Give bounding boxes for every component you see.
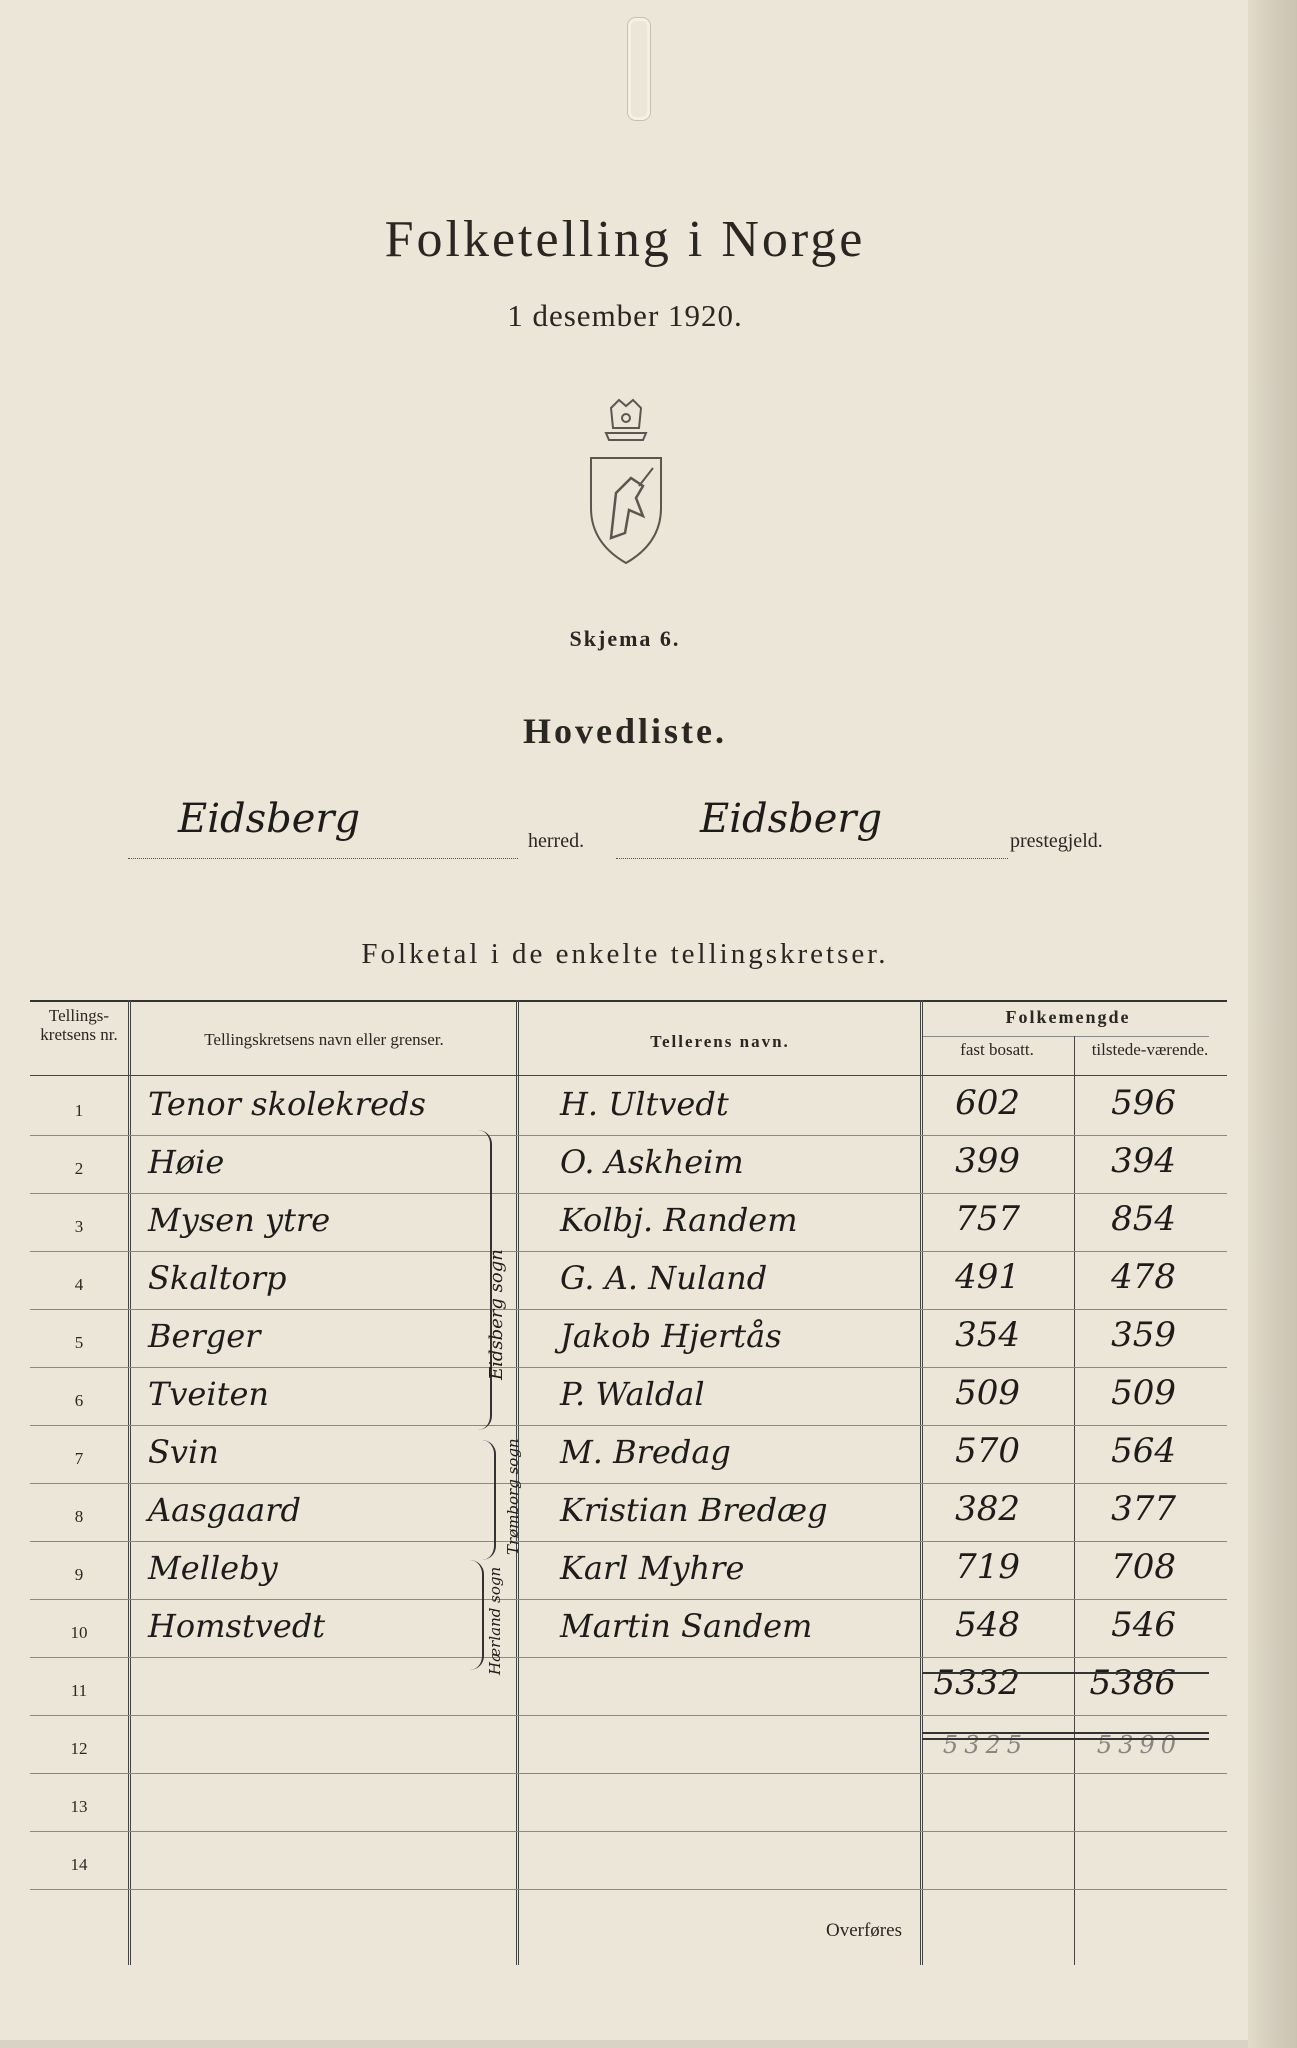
schema-number: Skjema 6. <box>569 626 681 651</box>
district-name: Melleby <box>148 1549 278 1587</box>
haerland-sogn-bracket <box>470 1560 484 1670</box>
row-rule <box>30 1889 1227 1890</box>
row-rule <box>30 1541 1227 1542</box>
prestegjeld-label: prestegjeld. <box>1010 830 1103 852</box>
header-fast: fast bosatt. <box>960 1040 1034 1059</box>
row-number: 4 <box>74 1275 84 1294</box>
row-number: 3 <box>74 1217 84 1236</box>
row-number: 6 <box>74 1391 84 1410</box>
sum-rule-top <box>922 1672 1209 1674</box>
teller-name: P. Waldal <box>560 1375 705 1413</box>
sogn-label-upper: Eidsberg sogn <box>486 1249 507 1380</box>
fast-bosatt-value: 399 <box>955 1141 1020 1181</box>
header-nr: Tellings-kretsens nr. <box>40 1006 118 1044</box>
teller-name: O. Askheim <box>560 1143 744 1181</box>
header-folkemengde: Folkemengde <box>1005 1007 1131 1027</box>
fast-bosatt-value: 602 <box>955 1083 1020 1123</box>
teller-name: Jakob Hjertås <box>560 1317 782 1355</box>
tilstede-value: 478 <box>1111 1257 1176 1297</box>
fast-bosatt-value: 354 <box>955 1315 1020 1355</box>
tilstede-value: 596 <box>1111 1083 1176 1123</box>
row-number: 12 <box>70 1739 88 1758</box>
district-name: Svin <box>148 1433 219 1471</box>
district-name: Høie <box>148 1143 225 1181</box>
fast-bosatt-value: 509 <box>955 1373 1020 1413</box>
teller-name: H. Ultvedt <box>560 1085 729 1123</box>
list-title: Hovedliste. <box>523 711 727 751</box>
row-number: 11 <box>70 1681 88 1700</box>
row-number: 1 <box>74 1101 84 1120</box>
tilstede-value: 5390 <box>1096 1731 1182 1759</box>
district-name: Aasgaard <box>148 1491 302 1529</box>
tilstede-value: 564 <box>1111 1431 1176 1471</box>
row-rule <box>30 1657 1227 1658</box>
fast-bosatt-value: 382 <box>955 1489 1020 1529</box>
teller-name: Kristian Bredæg <box>560 1491 828 1529</box>
header-bottom-rule <box>30 1075 1227 1076</box>
teller-name: Kolbj. Randem <box>560 1201 798 1239</box>
page-edge <box>1248 0 1297 2048</box>
district-name: Tveiten <box>148 1375 269 1413</box>
district-name: Berger <box>148 1317 261 1355</box>
row-number: 8 <box>74 1507 84 1526</box>
table-top-rule <box>30 1000 1227 1002</box>
sum-rule-bottom-2 <box>922 1738 1209 1740</box>
row-rule <box>30 1715 1227 1716</box>
tilstede-value: 509 <box>1111 1373 1176 1413</box>
fast-bosatt-value: 5332 <box>933 1663 1020 1703</box>
sogn-label-lower: Hærland sogn <box>486 1566 504 1675</box>
row-rule <box>30 1135 1227 1136</box>
row-number: 13 <box>70 1797 88 1816</box>
tilstede-value: 546 <box>1111 1605 1176 1645</box>
tromborg-sogn-bracket <box>482 1440 496 1560</box>
fast-bosatt-value: 719 <box>955 1547 1020 1587</box>
teller-name: Karl Myhre <box>560 1549 745 1587</box>
district-name: Tenor skolekreds <box>148 1085 426 1123</box>
row-rule <box>30 1193 1227 1194</box>
coat-of-arms-icon <box>581 398 671 568</box>
teller-name: M. Bredag <box>560 1433 731 1471</box>
folkemengde-rule <box>923 1036 1209 1037</box>
tilstede-value: 708 <box>1111 1547 1176 1587</box>
teller-name: Martin Sandem <box>560 1607 813 1645</box>
row-rule <box>30 1425 1227 1426</box>
fast-bosatt-value: 757 <box>955 1199 1020 1239</box>
row-rule <box>30 1773 1227 1774</box>
herred-label: herred. <box>528 830 585 852</box>
tilstede-value: 394 <box>1111 1141 1176 1181</box>
row-rule <box>30 1599 1227 1600</box>
header-tilstede: tilstede-værende. <box>1091 1040 1209 1059</box>
form-title: Folketelling i Norge <box>384 211 866 268</box>
sum-rule-bottom-1 <box>922 1732 1209 1734</box>
row-rule <box>30 1483 1227 1484</box>
form-date: 1 desember 1920. <box>507 298 743 333</box>
table-title: Folketal i de enkelte tellingskretser. <box>361 938 889 970</box>
row-rule <box>30 1309 1227 1310</box>
row-number: 14 <box>70 1855 88 1874</box>
fast-bosatt-value: 570 <box>955 1431 1020 1471</box>
row-rule <box>30 1831 1227 1832</box>
herred-value: Eidsberg <box>178 796 361 842</box>
row-number: 9 <box>74 1565 84 1584</box>
fast-bosatt-value: 5325 <box>942 1731 1028 1759</box>
fast-bosatt-value: 548 <box>955 1605 1020 1645</box>
transfer-label: Overføres <box>826 1920 902 1941</box>
tilstede-value: 359 <box>1111 1315 1176 1355</box>
tilstede-value: 5386 <box>1089 1663 1176 1703</box>
paper-clip <box>628 18 650 120</box>
row-number: 5 <box>74 1333 84 1352</box>
row-number: 7 <box>74 1449 84 1468</box>
district-name: Homstvedt <box>148 1607 326 1645</box>
fast-bosatt-value: 491 <box>955 1257 1020 1297</box>
tilstede-value: 854 <box>1111 1199 1176 1239</box>
prestegjeld-value: Eidsberg <box>700 796 883 842</box>
header-name: Tellingskretsens navn eller grenser. <box>204 1030 444 1049</box>
row-number: 10 <box>70 1623 88 1642</box>
header-teller: Tellerens navn. <box>650 1032 790 1051</box>
tilstede-value: 377 <box>1111 1489 1176 1529</box>
sogn-label-middle: Trømborg sogn <box>504 1438 522 1555</box>
district-name: Skaltorp <box>148 1259 287 1297</box>
row-number: 2 <box>74 1159 84 1178</box>
row-rule <box>30 1251 1227 1252</box>
district-name: Mysen ytre <box>148 1201 331 1239</box>
row-rule <box>30 1367 1227 1368</box>
census-table <box>30 1000 1227 1965</box>
teller-name: G. A. Nuland <box>560 1259 768 1297</box>
